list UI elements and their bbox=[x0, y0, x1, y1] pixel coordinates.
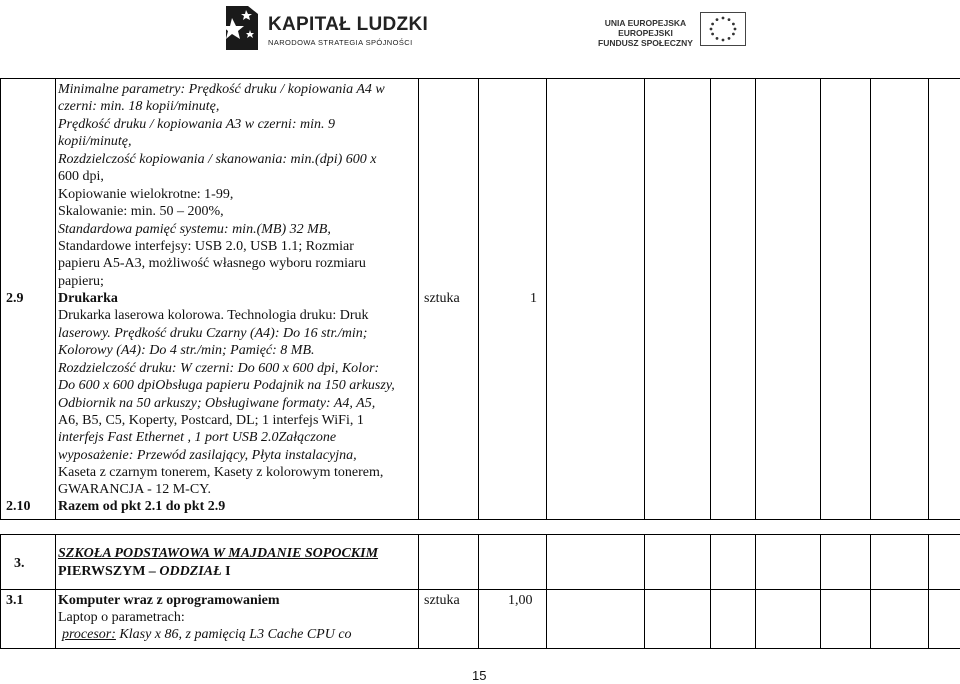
item-2-10-title: Razem od pkt 2.1 do pkt 2.9 bbox=[58, 499, 226, 514]
section-3-number: 3. bbox=[14, 556, 25, 571]
s1-line-1: czerni: min. 18 kopii/minutę, bbox=[58, 99, 220, 114]
item-3-1-title: Komputer wraz z oprogramowaniem bbox=[58, 593, 280, 608]
i29-line-0: Drukarka laserowa kolorowa. Technologia druku: Druk bbox=[58, 308, 369, 323]
item-2-9-title: Drukarka bbox=[58, 291, 118, 306]
section-3-line-2-a: PIERWSZYM bbox=[58, 564, 146, 579]
i29-line-2: Kolorowy (A4): Do 4 str./min; Pamięć: 8 MB. bbox=[58, 343, 315, 358]
item-3-1-line-3 bbox=[62, 626, 352, 643]
ue-line-2: EUROPEJSKI bbox=[618, 28, 673, 38]
i29-line-6: A6, B5, C5, Koperty, Postcard, DL; 1 interfejs WiFi, 1 bbox=[58, 413, 364, 428]
item-3-1-qty: 1,00 bbox=[508, 593, 533, 608]
s1-line-7: Skalowanie: min. 50 – 200%, bbox=[58, 204, 224, 219]
s1-line-0: Minimalne parametry: Prędkość druku / kopiowania A4 w bbox=[58, 82, 385, 97]
s1-line-11: papieru; bbox=[58, 274, 104, 289]
item-3-1-line-2: Laptop o parametrach: bbox=[58, 610, 185, 625]
i29-line-1: laserowy. Prędkość druku Czarny (A4): Do 16 str./min; bbox=[58, 326, 368, 341]
s1-line-6: Kopiowanie wielokrotne: 1-99, bbox=[58, 187, 234, 202]
item-2-9-number: 2.9 bbox=[6, 291, 24, 306]
item-2-9-qty: 1 bbox=[530, 291, 537, 306]
ue-line-3: FUNDUSZ SPOŁECZNY bbox=[598, 38, 693, 48]
s1-line-2: Prędkość druku / kopiowania A3 w czerni: min. 9 bbox=[58, 117, 335, 132]
s1-line-8: Standardowa pamięć systemu: min.(MB) 32 MB, bbox=[58, 222, 331, 237]
item-2-10-number: 2.10 bbox=[6, 499, 31, 514]
section-3-line-2 bbox=[58, 563, 231, 580]
section-3-line-1: SZKOŁA PODSTAWOWA W MAJDANIE SOPOCKIM bbox=[58, 546, 379, 561]
s1-line-5: 600 dpi, bbox=[58, 169, 104, 184]
item-2-9-unit: sztuka bbox=[424, 291, 460, 306]
item-3-1-line-3-b: Klasy x 86, z pamięcią L3 Cache CPU co bbox=[119, 627, 352, 642]
item-3-1-line-3-a: procesor: bbox=[62, 627, 116, 642]
i29-line-7: interfejs Fast Ethernet , 1 port USB 2.0Załączone bbox=[58, 430, 337, 445]
i29-line-9: Kaseta z czarnym tonerem, Kasety z kolorowym tonerem, bbox=[58, 465, 384, 480]
ue-line-1: UNIA EUROPEJSKA bbox=[604, 18, 687, 28]
s1-line-9: Standardowe interfejsy: USB 2.0, USB 1.1; Rozmiar bbox=[58, 239, 354, 254]
s1-line-3: kopii/minutę, bbox=[58, 134, 132, 149]
item-3-1-number: 3.1 bbox=[6, 593, 24, 608]
item-3-1-unit: sztuka bbox=[424, 593, 460, 608]
i29-line-8: wyposażenie: Przewód zasilający, Płyta instalacyjna, bbox=[58, 448, 357, 463]
s1-line-4: Rozdzielczość kopiowania / skanowania: min.(dpi) 600 x bbox=[58, 152, 377, 167]
section-3-line-2-c: ODDZIAŁ bbox=[159, 564, 222, 579]
kapital-ludzki-title: KAPITAŁ LUDZKI bbox=[268, 14, 429, 35]
i29-line-3: Rozdzielczość druku: W czerni: Do 600 x 600 dpi, Kolor: bbox=[58, 361, 380, 376]
i29-line-5: Odbiornik na 50 arkuszy; Obsługiwane formaty: A4, A5, bbox=[58, 396, 376, 411]
section-3-line-2-d: I bbox=[225, 564, 231, 579]
i29-line-4: Do 600 x 600 dpiObsługa papieru Podajnik na 150 arkuszy, bbox=[58, 378, 395, 393]
page-number: 15 bbox=[472, 668, 487, 683]
section-3-line-2-b: – bbox=[148, 564, 156, 579]
s1-line-10: papieru A5-A3, możliwość własnego wyboru rozmiaru bbox=[58, 256, 366, 271]
kapital-ludzki-subtitle: NARODOWA STRATEGIA SPÓJNOŚCI bbox=[268, 38, 413, 47]
i29-line-10: GWARANCJA - 12 M-CY. bbox=[58, 482, 211, 497]
